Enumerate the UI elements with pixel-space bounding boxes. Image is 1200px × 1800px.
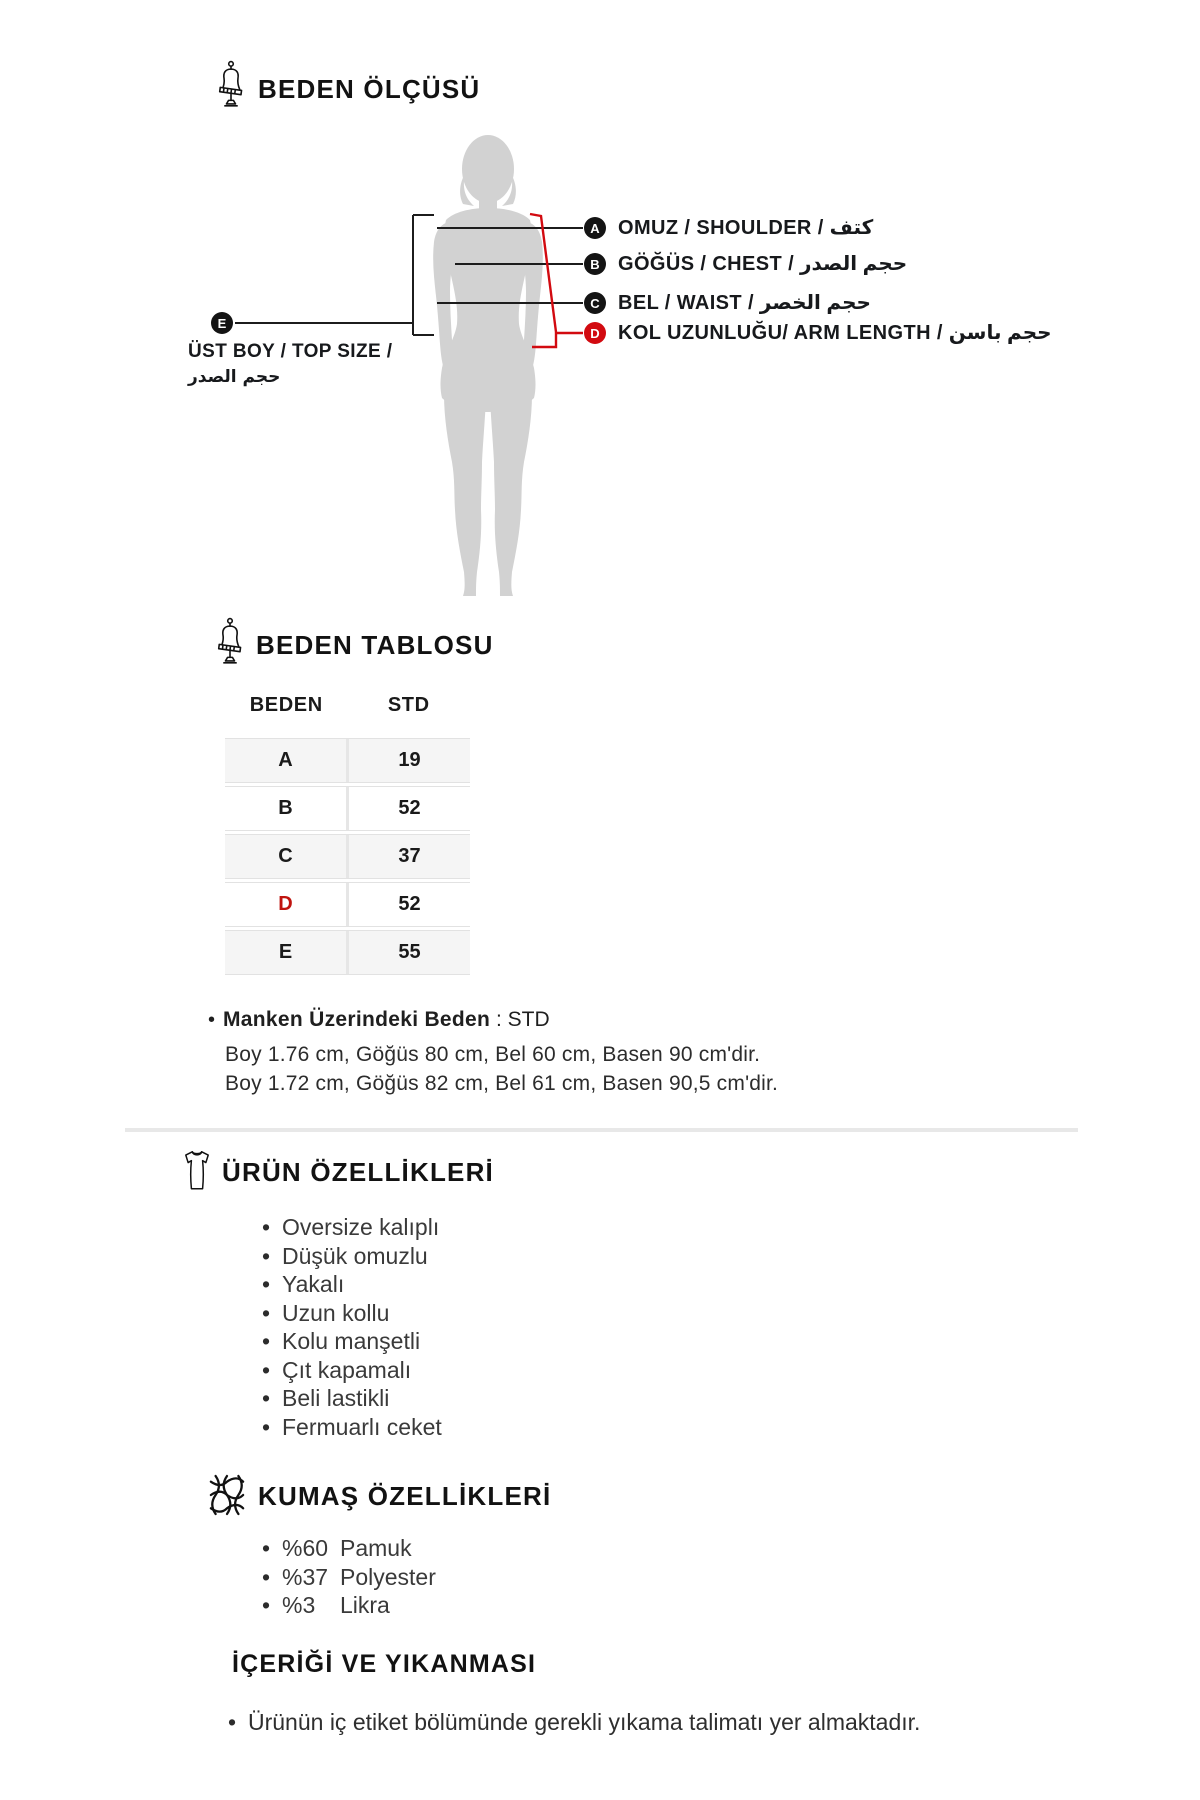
marker-e-badge: E bbox=[211, 312, 233, 334]
mannequin-size-label: Manken Üzerindeki Beden bbox=[223, 1008, 491, 1031]
col-std: STD bbox=[387, 694, 430, 716]
row-a-value: 19 bbox=[398, 749, 421, 771]
fabric-percent: %37 bbox=[282, 1563, 329, 1590]
product-features-title: ÜRÜN ÖZELLİKLERİ bbox=[222, 1157, 494, 1187]
table-row bbox=[225, 882, 470, 927]
list-item bbox=[262, 1591, 436, 1620]
mannequin-icon bbox=[214, 617, 246, 665]
female-silhouette bbox=[433, 135, 543, 596]
mannequin-size-value: : STD bbox=[496, 1008, 550, 1031]
table-row bbox=[225, 834, 470, 879]
marker-b-badge: B bbox=[584, 253, 606, 275]
bullet: • bbox=[208, 1009, 216, 1031]
row-c-value: 37 bbox=[398, 845, 421, 867]
marker-b-label: GÖĞÜS / CHEST / حجم الصدر bbox=[618, 253, 908, 275]
fabric-name: Polyester bbox=[340, 1563, 436, 1590]
marker-c-badge: C bbox=[584, 292, 606, 314]
row-b-value: 52 bbox=[398, 797, 421, 819]
list-item: • Ürünün iç etiket bölümünde gerekli yıkama talimatı yer almaktadır. bbox=[228, 1707, 928, 1737]
table-row bbox=[225, 738, 470, 783]
row-a-key: A bbox=[225, 739, 349, 782]
fabric-percent: %3 bbox=[282, 1592, 316, 1618]
marker-d-badge: D bbox=[584, 322, 606, 344]
list-item: • Uzun kollu bbox=[262, 1299, 442, 1328]
fabric-name: Pamuk bbox=[340, 1535, 412, 1561]
row-e-key: E bbox=[225, 931, 349, 974]
marker-e-label-line2: حجم الصدر bbox=[188, 367, 281, 387]
fabric-percent: %60 bbox=[282, 1535, 329, 1561]
row-c-key: C bbox=[225, 835, 349, 878]
care-title: İÇERİĞİ VE YIKANMASI bbox=[232, 1650, 537, 1678]
marker-e-label bbox=[188, 341, 392, 387]
care-instructions-list bbox=[228, 1707, 928, 1737]
table-row bbox=[225, 930, 470, 975]
marker-a-badge: A bbox=[584, 217, 606, 239]
fabric-weave-icon bbox=[208, 1472, 246, 1518]
row-d-key: D bbox=[225, 883, 349, 926]
col-beden: BEDEN bbox=[249, 694, 323, 716]
fabric-composition-list bbox=[262, 1534, 436, 1620]
list-item: • Çıt kapamalı bbox=[262, 1356, 442, 1385]
mannequin-size-line bbox=[208, 1008, 968, 1032]
list-item bbox=[262, 1534, 436, 1563]
list-item: • Düşük omuzlu bbox=[262, 1242, 442, 1271]
size-table-title: BEDEN TABLOSU bbox=[256, 630, 494, 660]
mannequin-icon bbox=[215, 60, 247, 108]
marker-a-label: OMUZ / SHOULDER / كتف bbox=[618, 217, 874, 239]
list-item: • Kolu manşetli bbox=[262, 1327, 442, 1356]
list-item: • Yakalı bbox=[262, 1270, 442, 1299]
size-measure-title: BEDEN ÖLÇÜSÜ bbox=[258, 74, 481, 104]
list-item: • Oversize kalıplı bbox=[262, 1213, 442, 1242]
section-divider bbox=[125, 1128, 1078, 1132]
product-features-list bbox=[262, 1213, 442, 1441]
marker-c-label: BEL / WAIST / حجم الخصر bbox=[618, 292, 871, 314]
list-item: • Beli lastikli bbox=[262, 1384, 442, 1413]
size-table-header bbox=[225, 694, 470, 717]
table-row bbox=[225, 786, 470, 831]
size-table bbox=[225, 694, 470, 978]
mannequin-measure-line: Boy 1.76 cm, Göğüs 80 cm, Bel 60 cm, Basen 90 cm'dir. bbox=[225, 1043, 761, 1066]
mannequin-measure-line: Boy 1.72 cm, Göğüs 82 cm, Bel 61 cm, Basen 90,5 cm'dir. bbox=[225, 1072, 779, 1095]
marker-e-label-line1: ÜST BOY / TOP SIZE / bbox=[188, 341, 393, 362]
mannequin-size-note bbox=[208, 1008, 968, 1098]
tshirt-icon bbox=[183, 1149, 211, 1192]
row-d-value: 52 bbox=[398, 893, 421, 915]
row-e-value: 55 bbox=[398, 941, 421, 963]
fabric-features-title: KUMAŞ ÖZELLİKLERİ bbox=[258, 1481, 552, 1511]
row-b-key: B bbox=[225, 787, 349, 830]
list-item bbox=[262, 1563, 436, 1592]
list-item: • Fermuarlı ceket bbox=[262, 1413, 442, 1442]
marker-d-label: KOL UZUNLUĞU/ ARM LENGTH / حجم باسن bbox=[618, 322, 1052, 344]
fabric-name: Likra bbox=[340, 1592, 390, 1618]
